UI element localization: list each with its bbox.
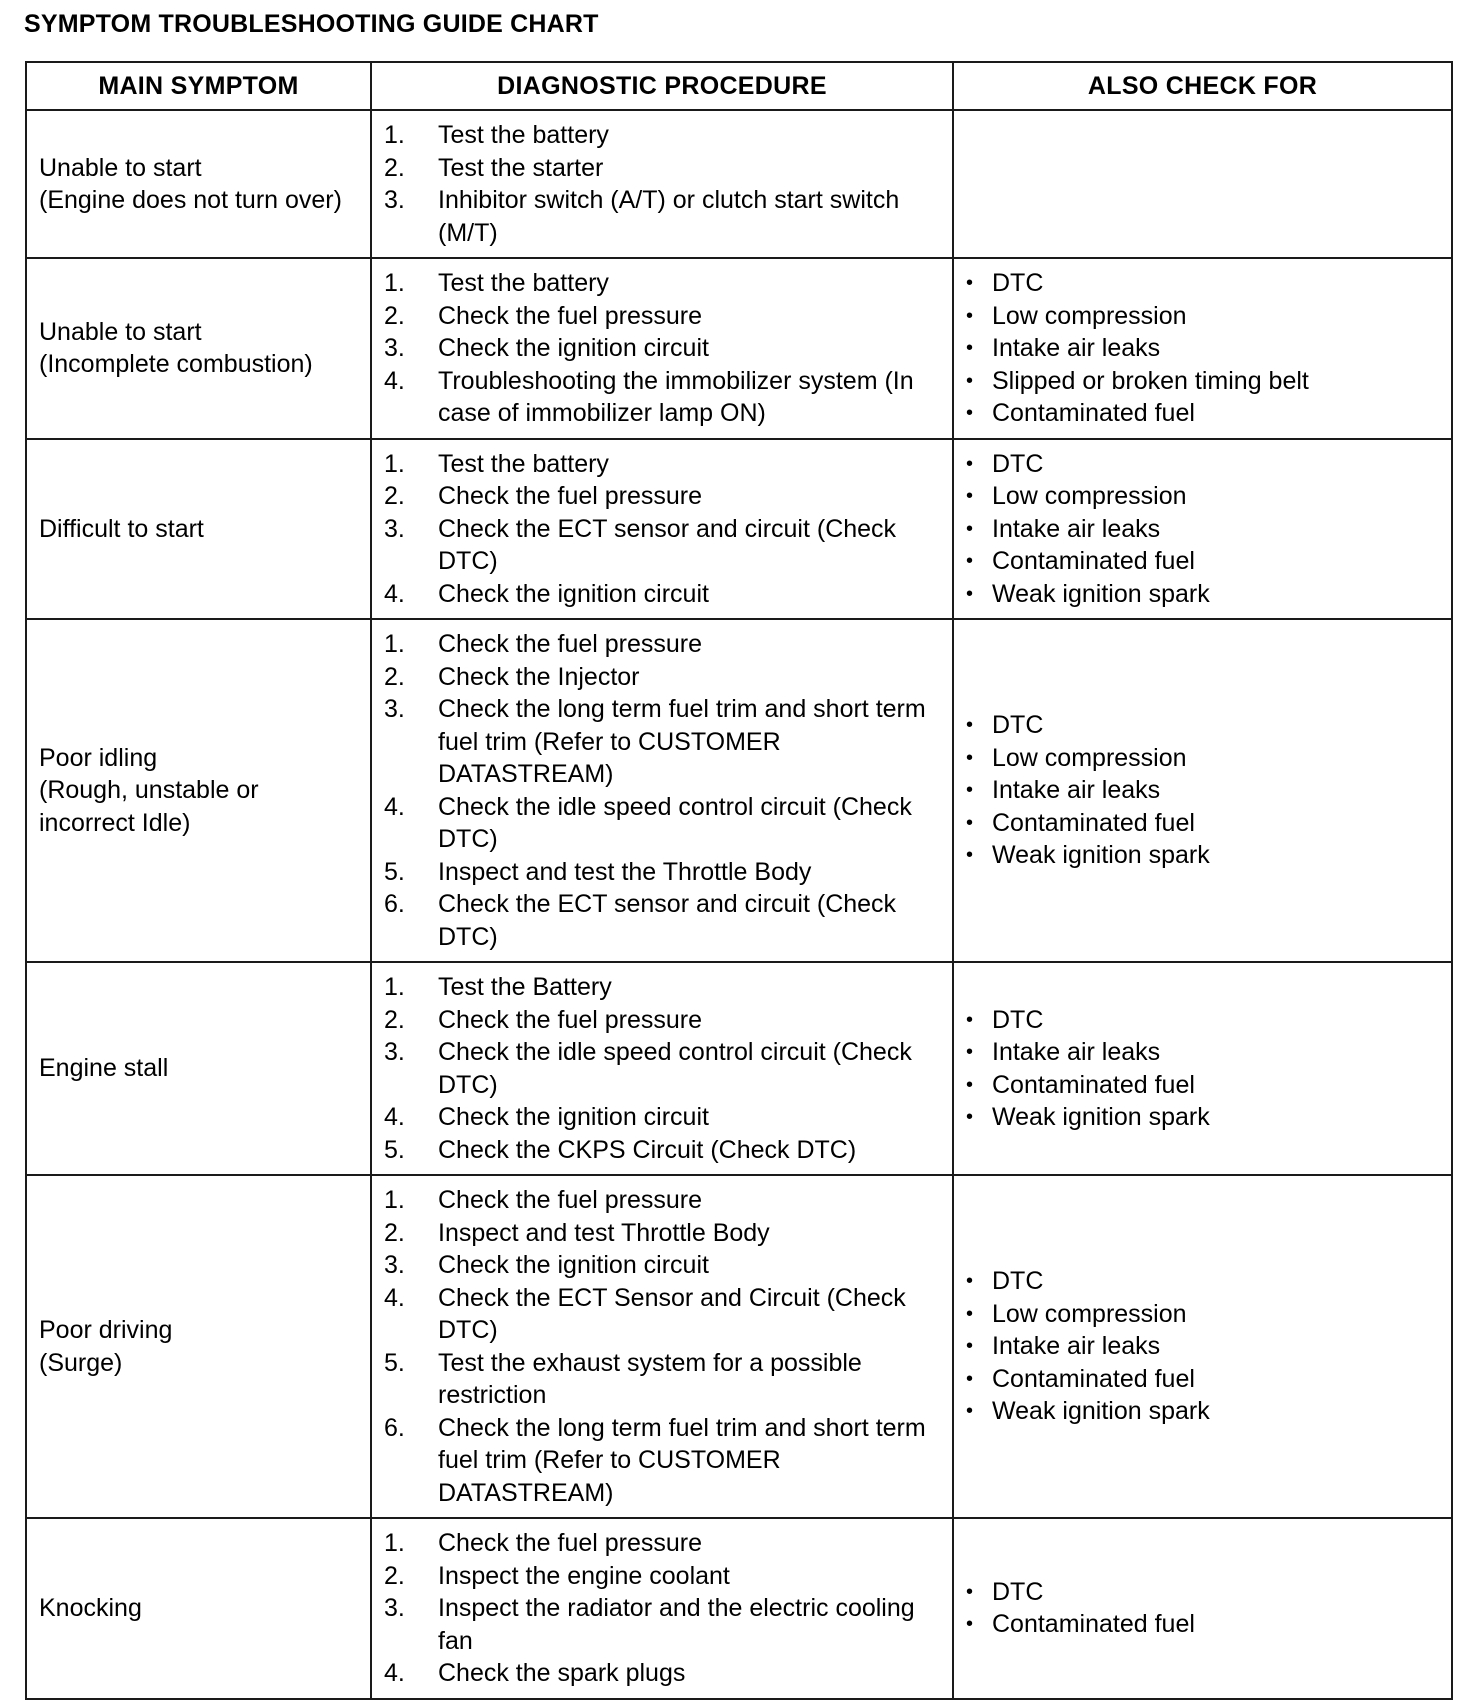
header-also-check-for: ALSO CHECK FOR	[953, 62, 1452, 110]
table-row	[26, 1518, 1452, 1699]
check-item-text: DTC	[992, 269, 1044, 297]
step-number: 5.	[384, 857, 405, 886]
bullet-icon: •	[966, 714, 974, 737]
check-item	[966, 1036, 1439, 1069]
check-item-text: Contaminated fuel	[992, 1364, 1195, 1393]
step-number: 2.	[384, 301, 405, 330]
step-number: 1.	[384, 1529, 405, 1557]
step-number: 3.	[384, 514, 405, 543]
table-row	[26, 619, 1452, 962]
bullet-icon: •	[966, 1302, 974, 1325]
step-text: Check the long term fuel trim and short term fuel trim (Refer to CUSTOMER DATASTREAM)	[438, 1413, 926, 1507]
symptom-text: Difficult to start	[39, 514, 204, 543]
step-text: Check the ECT sensor and circuit (Check DTC)	[438, 514, 897, 575]
check-item	[966, 774, 1439, 807]
step-text: Check the fuel pressure	[438, 1529, 703, 1557]
procedure-step	[384, 693, 940, 791]
also-check-for-cell	[953, 1175, 1452, 1518]
symptom-text: incorrect Idle)	[39, 808, 191, 837]
bullet-icon: •	[966, 272, 974, 294]
check-item-text: Weak ignition spark	[992, 579, 1210, 608]
step-text: Check the ignition circuit	[438, 334, 709, 362]
step-text: Inhibitor switch (A/T) or clutch start switch (M/T)	[438, 186, 900, 247]
procedure-step	[384, 628, 940, 661]
also-check-for-cell	[953, 962, 1452, 1175]
procedure-step	[384, 480, 940, 513]
step-text: Test the exhaust system for a possible restriction	[438, 1348, 862, 1409]
main-symptom-cell	[26, 619, 371, 962]
check-item	[966, 448, 1439, 481]
check-item	[966, 545, 1439, 578]
bullet-icon: •	[966, 452, 974, 475]
also-check-for-cell	[953, 439, 1452, 620]
check-item	[966, 1265, 1439, 1298]
symptom-text: Unable to start	[39, 153, 202, 182]
bullet-icon: •	[966, 1106, 974, 1128]
check-item-text: DTC	[992, 711, 1044, 740]
check-item	[966, 300, 1439, 333]
bullet-icon: •	[966, 779, 974, 802]
check-item	[966, 1395, 1439, 1428]
check-item	[966, 332, 1439, 365]
procedure-step	[384, 578, 940, 611]
step-text: Check the idle speed control circuit (Check DTC)	[438, 1038, 912, 1099]
header-diagnostic-procedure: DIAGNOSTIC PROCEDURE	[371, 62, 953, 110]
step-number: 3.	[384, 186, 405, 214]
check-item	[966, 267, 1439, 300]
step-number: 5.	[384, 1135, 405, 1164]
bullet-icon: •	[966, 746, 974, 769]
procedure-step	[384, 1592, 940, 1657]
main-symptom-cell	[26, 258, 371, 439]
step-text: Inspect and test the Throttle Body	[438, 857, 812, 886]
bullet-icon: •	[966, 1580, 974, 1603]
check-item	[966, 839, 1439, 872]
check-item-text: DTC	[992, 1267, 1044, 1296]
check-item	[966, 742, 1439, 775]
step-number: 4.	[384, 366, 405, 395]
check-item	[966, 578, 1439, 611]
check-item-text: Low compression	[992, 301, 1187, 330]
table-row	[26, 962, 1452, 1175]
diagnostic-procedure-cell	[371, 1518, 953, 1699]
step-number: 2.	[384, 153, 405, 182]
procedure-step	[384, 513, 940, 578]
procedure-step	[384, 1184, 940, 1217]
bullet-icon: •	[966, 1270, 974, 1293]
check-item	[966, 1298, 1439, 1331]
bullet-icon: •	[966, 1073, 974, 1096]
check-item-text: Intake air leaks	[992, 1038, 1161, 1066]
main-symptom-cell	[26, 962, 371, 1175]
step-text: Test the battery	[438, 449, 609, 478]
table-body	[26, 110, 1452, 1699]
check-item	[966, 480, 1439, 513]
check-item-text: Intake air leaks	[992, 334, 1161, 362]
check-item-text: Contaminated fuel	[992, 808, 1195, 837]
check-item-text: DTC	[992, 449, 1044, 478]
procedure-step	[384, 184, 940, 249]
step-number: 6.	[384, 1413, 405, 1442]
table-row	[26, 439, 1452, 620]
procedure-step	[384, 267, 940, 300]
symptom-text: Poor idling	[39, 743, 158, 772]
procedure-step	[384, 1249, 940, 1282]
table-row	[26, 110, 1452, 258]
bullet-icon: •	[966, 337, 974, 359]
bullet-icon: •	[966, 1367, 974, 1390]
bullet-icon: •	[966, 550, 974, 572]
also-check-for-cell	[953, 110, 1452, 258]
check-item	[966, 1330, 1439, 1363]
bullet-icon: •	[966, 1335, 974, 1358]
step-text: Check the CKPS Circuit (Check DTC)	[438, 1135, 857, 1164]
step-text: Check the fuel pressure	[438, 1186, 703, 1214]
step-text: Check the long term fuel trim and short term fuel trim (Refer to CUSTOMER DATASTREAM)	[438, 695, 926, 788]
table-row	[26, 258, 1452, 439]
procedure-step	[384, 971, 940, 1004]
step-number: 2.	[384, 482, 405, 510]
step-text: Check the fuel pressure	[438, 1005, 703, 1034]
check-item-text: Low compression	[992, 1299, 1187, 1328]
procedure-step	[384, 152, 940, 185]
step-number: 5.	[384, 1348, 405, 1377]
check-item	[966, 1363, 1439, 1396]
step-text: Test the battery	[438, 269, 609, 297]
main-symptom-cell	[26, 1518, 371, 1699]
procedure-step	[384, 1282, 940, 1347]
check-item	[966, 397, 1439, 430]
check-item	[966, 1004, 1439, 1037]
procedure-step	[384, 1134, 940, 1167]
procedure-step	[384, 1657, 940, 1690]
step-number: 3.	[384, 1038, 405, 1066]
diagnostic-procedure-cell	[371, 619, 953, 962]
step-text: Test the starter	[438, 153, 604, 182]
step-number: 1.	[384, 121, 405, 149]
step-number: 4.	[384, 1103, 405, 1131]
table-header-row	[26, 62, 1452, 110]
step-text: Check the idle speed control circuit (Check DTC)	[438, 792, 912, 853]
main-symptom-cell	[26, 439, 371, 620]
procedure-step	[384, 1412, 940, 1510]
step-number: 6.	[384, 890, 405, 918]
diagnostic-procedure-cell	[371, 110, 953, 258]
symptom-text: (Surge)	[39, 1348, 123, 1377]
check-item-text: Contaminated fuel	[992, 399, 1195, 427]
step-number: 2.	[384, 1561, 405, 1590]
step-text: Inspect the engine coolant	[438, 1561, 730, 1590]
step-text: Check the Injector	[438, 662, 640, 691]
check-item	[966, 807, 1439, 840]
step-text: Check the ignition circuit	[438, 1103, 709, 1131]
bullet-icon: •	[966, 811, 974, 834]
step-number: 1.	[384, 630, 405, 658]
procedure-step	[384, 300, 940, 333]
check-item-text: Intake air leaks	[992, 1332, 1161, 1361]
step-number: 3.	[384, 1594, 405, 1622]
step-number: 3.	[384, 1251, 405, 1279]
bullet-icon: •	[966, 582, 974, 605]
procedure-step	[384, 661, 940, 694]
symptom-text: Poor driving	[39, 1316, 173, 1344]
check-item-text: DTC	[992, 1005, 1044, 1034]
step-text: Test the Battery	[438, 973, 612, 1001]
bullet-icon: •	[966, 1008, 974, 1031]
diagnostic-procedure-cell	[371, 1175, 953, 1518]
symptom-text: (Incomplete combustion)	[39, 350, 313, 379]
check-item-text: Weak ignition spark	[992, 1397, 1210, 1426]
check-item-text: Contaminated fuel	[992, 1610, 1195, 1639]
bullet-icon: •	[966, 844, 974, 867]
check-item-text: Weak ignition spark	[992, 841, 1210, 870]
step-number: 1.	[384, 449, 405, 478]
check-item	[966, 513, 1439, 546]
step-text: Check the fuel pressure	[438, 301, 703, 330]
check-item-text: Weak ignition spark	[992, 1103, 1210, 1131]
step-number: 2.	[384, 662, 405, 691]
step-text: Check the ignition circuit	[438, 1251, 709, 1279]
step-number: 2.	[384, 1005, 405, 1034]
diagnostic-procedure-cell	[371, 962, 953, 1175]
step-number: 4.	[384, 792, 405, 821]
table-row	[26, 1175, 1452, 1518]
check-item-text: Contaminated fuel	[992, 547, 1195, 575]
procedure-step	[384, 1036, 940, 1101]
step-number: 4.	[384, 579, 405, 608]
step-number: 2.	[384, 1218, 405, 1247]
symptom-text: Engine stall	[39, 1054, 169, 1083]
page-title: SYMPTOM TROUBLESHOOTING GUIDE CHART	[24, 10, 599, 38]
check-item-text: Intake air leaks	[992, 776, 1161, 805]
procedure-step	[384, 1217, 940, 1250]
also-check-for-cell	[953, 1518, 1452, 1699]
procedure-step	[384, 332, 940, 365]
step-number: 1.	[384, 269, 405, 297]
bullet-icon: •	[966, 1613, 974, 1636]
bullet-icon: •	[966, 485, 974, 507]
bullet-icon: •	[966, 402, 974, 424]
step-text: Check the spark plugs	[438, 1659, 686, 1687]
diagnostic-procedure-cell	[371, 439, 953, 620]
check-item-text: Intake air leaks	[992, 514, 1161, 543]
procedure-step	[384, 1560, 940, 1593]
step-text: Inspect the radiator and the electric cooling fan	[438, 1594, 915, 1655]
step-number: 1.	[384, 1186, 405, 1214]
step-number: 4.	[384, 1283, 405, 1312]
procedure-step	[384, 856, 940, 889]
symptom-text: Unable to start	[39, 317, 202, 346]
also-check-for-cell	[953, 258, 1452, 439]
step-number: 4.	[384, 1659, 405, 1687]
step-text: Check the ECT sensor and circuit (Check DTC)	[438, 890, 897, 951]
procedure-step	[384, 1004, 940, 1037]
also-check-for-cell	[953, 619, 1452, 962]
procedure-step	[384, 365, 940, 430]
check-item-text: Slipped or broken timing belt	[992, 366, 1309, 395]
step-text: Check the fuel pressure	[438, 482, 703, 510]
step-number: 3.	[384, 695, 405, 723]
step-text: Check the ignition circuit	[438, 579, 709, 608]
step-text: Inspect and test Throttle Body	[438, 1218, 770, 1247]
step-number: 1.	[384, 973, 405, 1001]
main-symptom-cell	[26, 110, 371, 258]
procedure-step	[384, 888, 940, 953]
procedure-step	[384, 1347, 940, 1412]
procedure-step	[384, 1101, 940, 1134]
symptom-text: (Engine does not turn over)	[39, 186, 342, 214]
troubleshooting-table	[25, 61, 1453, 1700]
check-item-text: DTC	[992, 1577, 1044, 1606]
bullet-icon: •	[966, 1400, 974, 1423]
diagnostic-procedure-cell	[371, 258, 953, 439]
check-item	[966, 365, 1439, 398]
procedure-step	[384, 791, 940, 856]
procedure-step	[384, 119, 940, 152]
main-symptom-cell	[26, 1175, 371, 1518]
header-main-symptom: MAIN SYMPTOM	[26, 62, 371, 110]
check-item	[966, 1101, 1439, 1134]
step-text: Check the fuel pressure	[438, 630, 703, 658]
check-item	[966, 1608, 1439, 1641]
check-item-text: Contaminated fuel	[992, 1070, 1195, 1099]
symptom-text: (Rough, unstable or	[39, 776, 259, 805]
procedure-step	[384, 448, 940, 481]
bullet-icon: •	[966, 517, 974, 540]
bullet-icon: •	[966, 304, 974, 327]
symptom-text: Knocking	[39, 1594, 142, 1622]
check-item-text: Low compression	[992, 482, 1187, 510]
step-text: Check the ECT Sensor and Circuit (Check DTC)	[438, 1283, 906, 1344]
step-text: Test the battery	[438, 121, 609, 149]
bullet-icon: •	[966, 369, 974, 392]
check-item-text: Low compression	[992, 743, 1187, 772]
check-item	[966, 1576, 1439, 1609]
step-text: Troubleshooting the immobilizer system (In case of immobilizer lamp ON)	[438, 366, 914, 427]
bullet-icon: •	[966, 1041, 974, 1063]
step-number: 3.	[384, 334, 405, 362]
check-item	[966, 1069, 1439, 1102]
procedure-step	[384, 1527, 940, 1560]
check-item	[966, 709, 1439, 742]
